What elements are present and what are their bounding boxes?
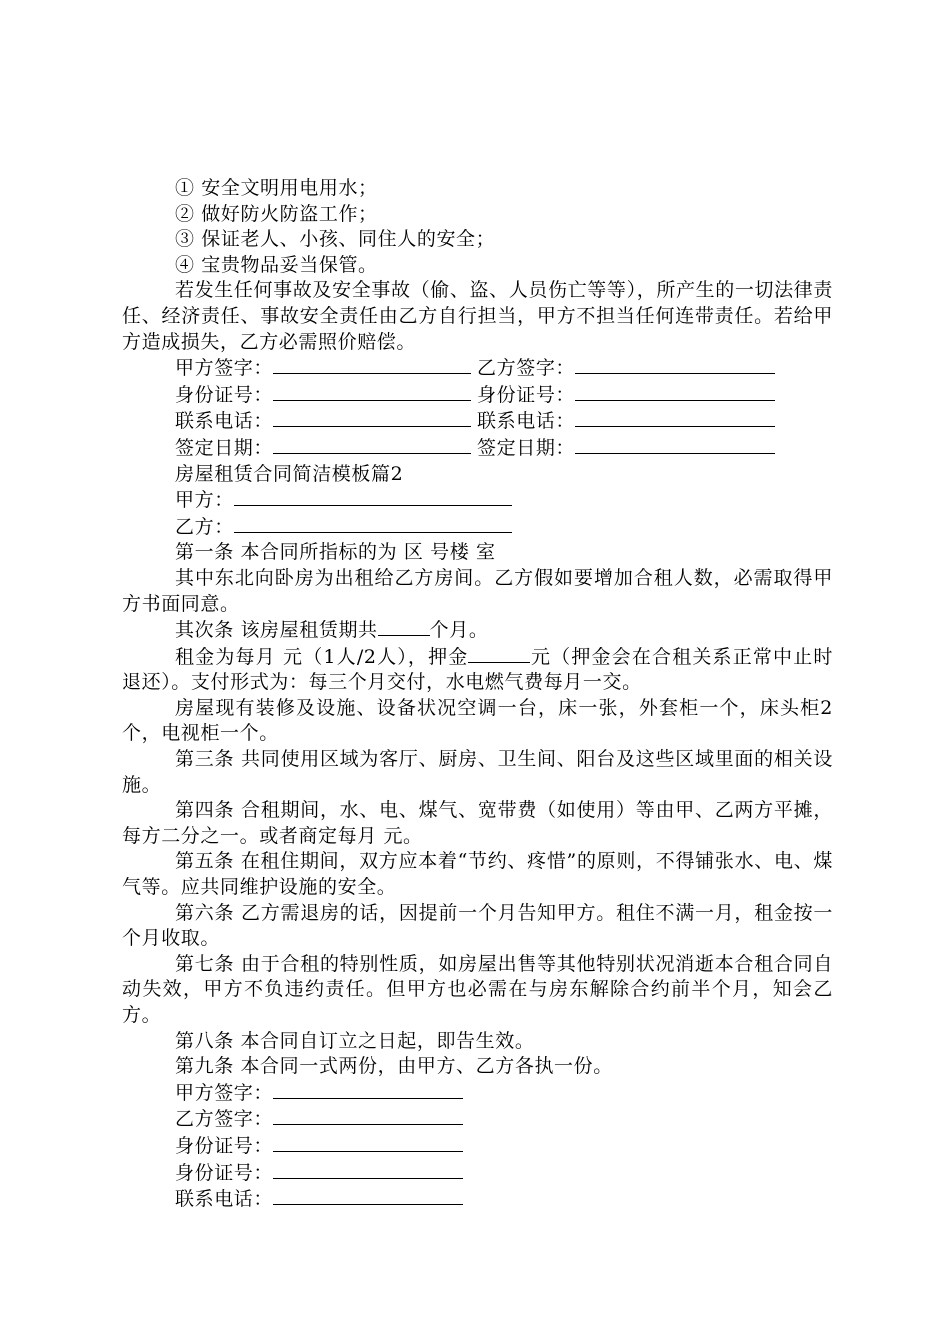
- item-4: ④ 宝贵物品妥当保管。: [175, 253, 378, 276]
- final-b-sign-line: [273, 1106, 463, 1125]
- signature-row-sign: [122, 355, 833, 382]
- item-1: ① 安全文明用电用水；: [175, 177, 378, 199]
- party-b-id-line: [575, 382, 775, 401]
- party-a-date-label: 签定日期：: [175, 436, 274, 459]
- clause-3: 第三条 共同使用区域为客厅、厨房、卫生间、阳台及这些区域里面的相关设施。: [122, 748, 833, 796]
- clause-4: 第四条 合租期间，水、电、煤气、宽带费（如使用）等由甲、乙两方平摊，每方二分之一。或者商定每月 元。: [122, 799, 833, 847]
- clause-1: 第一条 本合同所指标的为 区 号楼 室: [175, 541, 496, 564]
- final-phone-row: [122, 1186, 833, 1213]
- signature-row-id: [122, 382, 833, 409]
- final-id-2-line: [273, 1160, 463, 1179]
- final-a-sign-line: [273, 1080, 463, 1099]
- party-b-row: [122, 514, 833, 541]
- party-a-label: 甲方：: [175, 489, 234, 512]
- final-id-1-line: [273, 1133, 463, 1152]
- clause-2: [122, 617, 833, 644]
- final-id-1-row: [122, 1133, 833, 1160]
- clause-5: 第五条 在租住期间，双方应本着“节约、疼惜”的原则，不得铺张水、电、煤气等。应共同维护设施的安全。: [122, 850, 833, 899]
- party-b-id-label: 身份证号：: [477, 383, 576, 406]
- final-phone-line: [273, 1186, 463, 1205]
- party-b-phone-line: [575, 408, 775, 427]
- party-b-sign-line: [575, 355, 775, 374]
- party-b-date-label: 签定日期：: [477, 436, 576, 459]
- signature-row-phone: [122, 408, 833, 435]
- party-b-label: 乙方：: [175, 515, 234, 538]
- rent-post: 元（押金会在合租关系正常中止时退还）。支付形式为：每三个月交付，水电燃气费每月一交。: [122, 645, 833, 694]
- final-sign-a-row: [122, 1080, 833, 1107]
- clause-2-pre: 其次条 该房屋租赁期共: [175, 619, 378, 642]
- party-b-phone-label: 联系电话：: [477, 410, 576, 433]
- final-id-2-row: [122, 1160, 833, 1187]
- party-a-id-line: [273, 382, 471, 401]
- final-sign-b-row: [122, 1106, 833, 1133]
- rent-paragraph: [122, 644, 833, 696]
- clause-2-post: 个月。: [429, 619, 489, 642]
- party-b-sign-label: 乙方签字：: [477, 357, 576, 380]
- deposit-blank: [468, 644, 530, 663]
- party-a-row: [122, 487, 833, 514]
- party-a-line: [234, 487, 512, 506]
- section-title: 房屋租赁合同简洁模板篇2: [175, 462, 404, 485]
- final-id-2-label: 身份证号：: [175, 1161, 274, 1184]
- signature-row-date: [122, 435, 833, 462]
- party-a-id-label: 身份证号：: [175, 383, 274, 406]
- liability-paragraph: 若发生任何事故及安全事故（偷、盗、人员伤亡等等），所产生的一切法律责任、经济责任、事故安全责任由乙方自行担当，甲方不担当任何连带责任。若给甲方造成损失，乙方必需照价赔偿。: [122, 279, 833, 353]
- clause-9: 第九条 本合同一式两份，由甲方、乙方各执一份。: [175, 1055, 613, 1078]
- final-a-sign-label: 甲方签字：: [175, 1081, 274, 1104]
- document-page: [122, 176, 833, 1213]
- clause-8: 第八条 本合同自订立之日起，即告生效。: [175, 1029, 535, 1052]
- final-id-1-label: 身份证号：: [175, 1134, 274, 1157]
- party-a-sign-label: 甲方签字：: [175, 357, 274, 380]
- party-a-phone-line: [273, 408, 471, 427]
- clause-1-detail: 其中东北向卧房为出租给乙方房间。乙方假如要增加合租人数，必需取得甲方书面同意。: [122, 566, 833, 615]
- final-b-sign-label: 乙方签字：: [175, 1108, 274, 1131]
- final-phone-label: 联系电话：: [175, 1188, 274, 1211]
- party-a-sign-line: [273, 355, 471, 374]
- rent-pre: 租金为每月 元（1人/2人），押金: [175, 645, 469, 668]
- party-b-date-line: [575, 435, 775, 454]
- clause-6: 第六条 乙方需退房的话，因提前一个月告知甲方。租住不满一月，租金按一个月收取。: [122, 901, 833, 950]
- clause-7: 第七条 由于合租的特别性质，如房屋出售等其他特别状况消逝本合租合同自动失效，甲方不负违约责任。但甲方也必需在与房东解除合约前半个月，知会乙方。: [122, 952, 833, 1026]
- party-b-line: [234, 514, 512, 533]
- party-a-date-line: [273, 435, 471, 454]
- party-a-phone-label: 联系电话：: [175, 410, 274, 433]
- lease-months-blank: [378, 617, 430, 636]
- equipment-paragraph: 房屋现有装修及设施、设备状况空调一台，床一张，外套柜一个，床头柜2个，电视柜一个。: [122, 696, 833, 745]
- item-3: ③ 保证老人、小孩、同住人的安全；: [175, 228, 496, 251]
- item-2: ② 做好防火防盗工作；: [175, 202, 378, 225]
